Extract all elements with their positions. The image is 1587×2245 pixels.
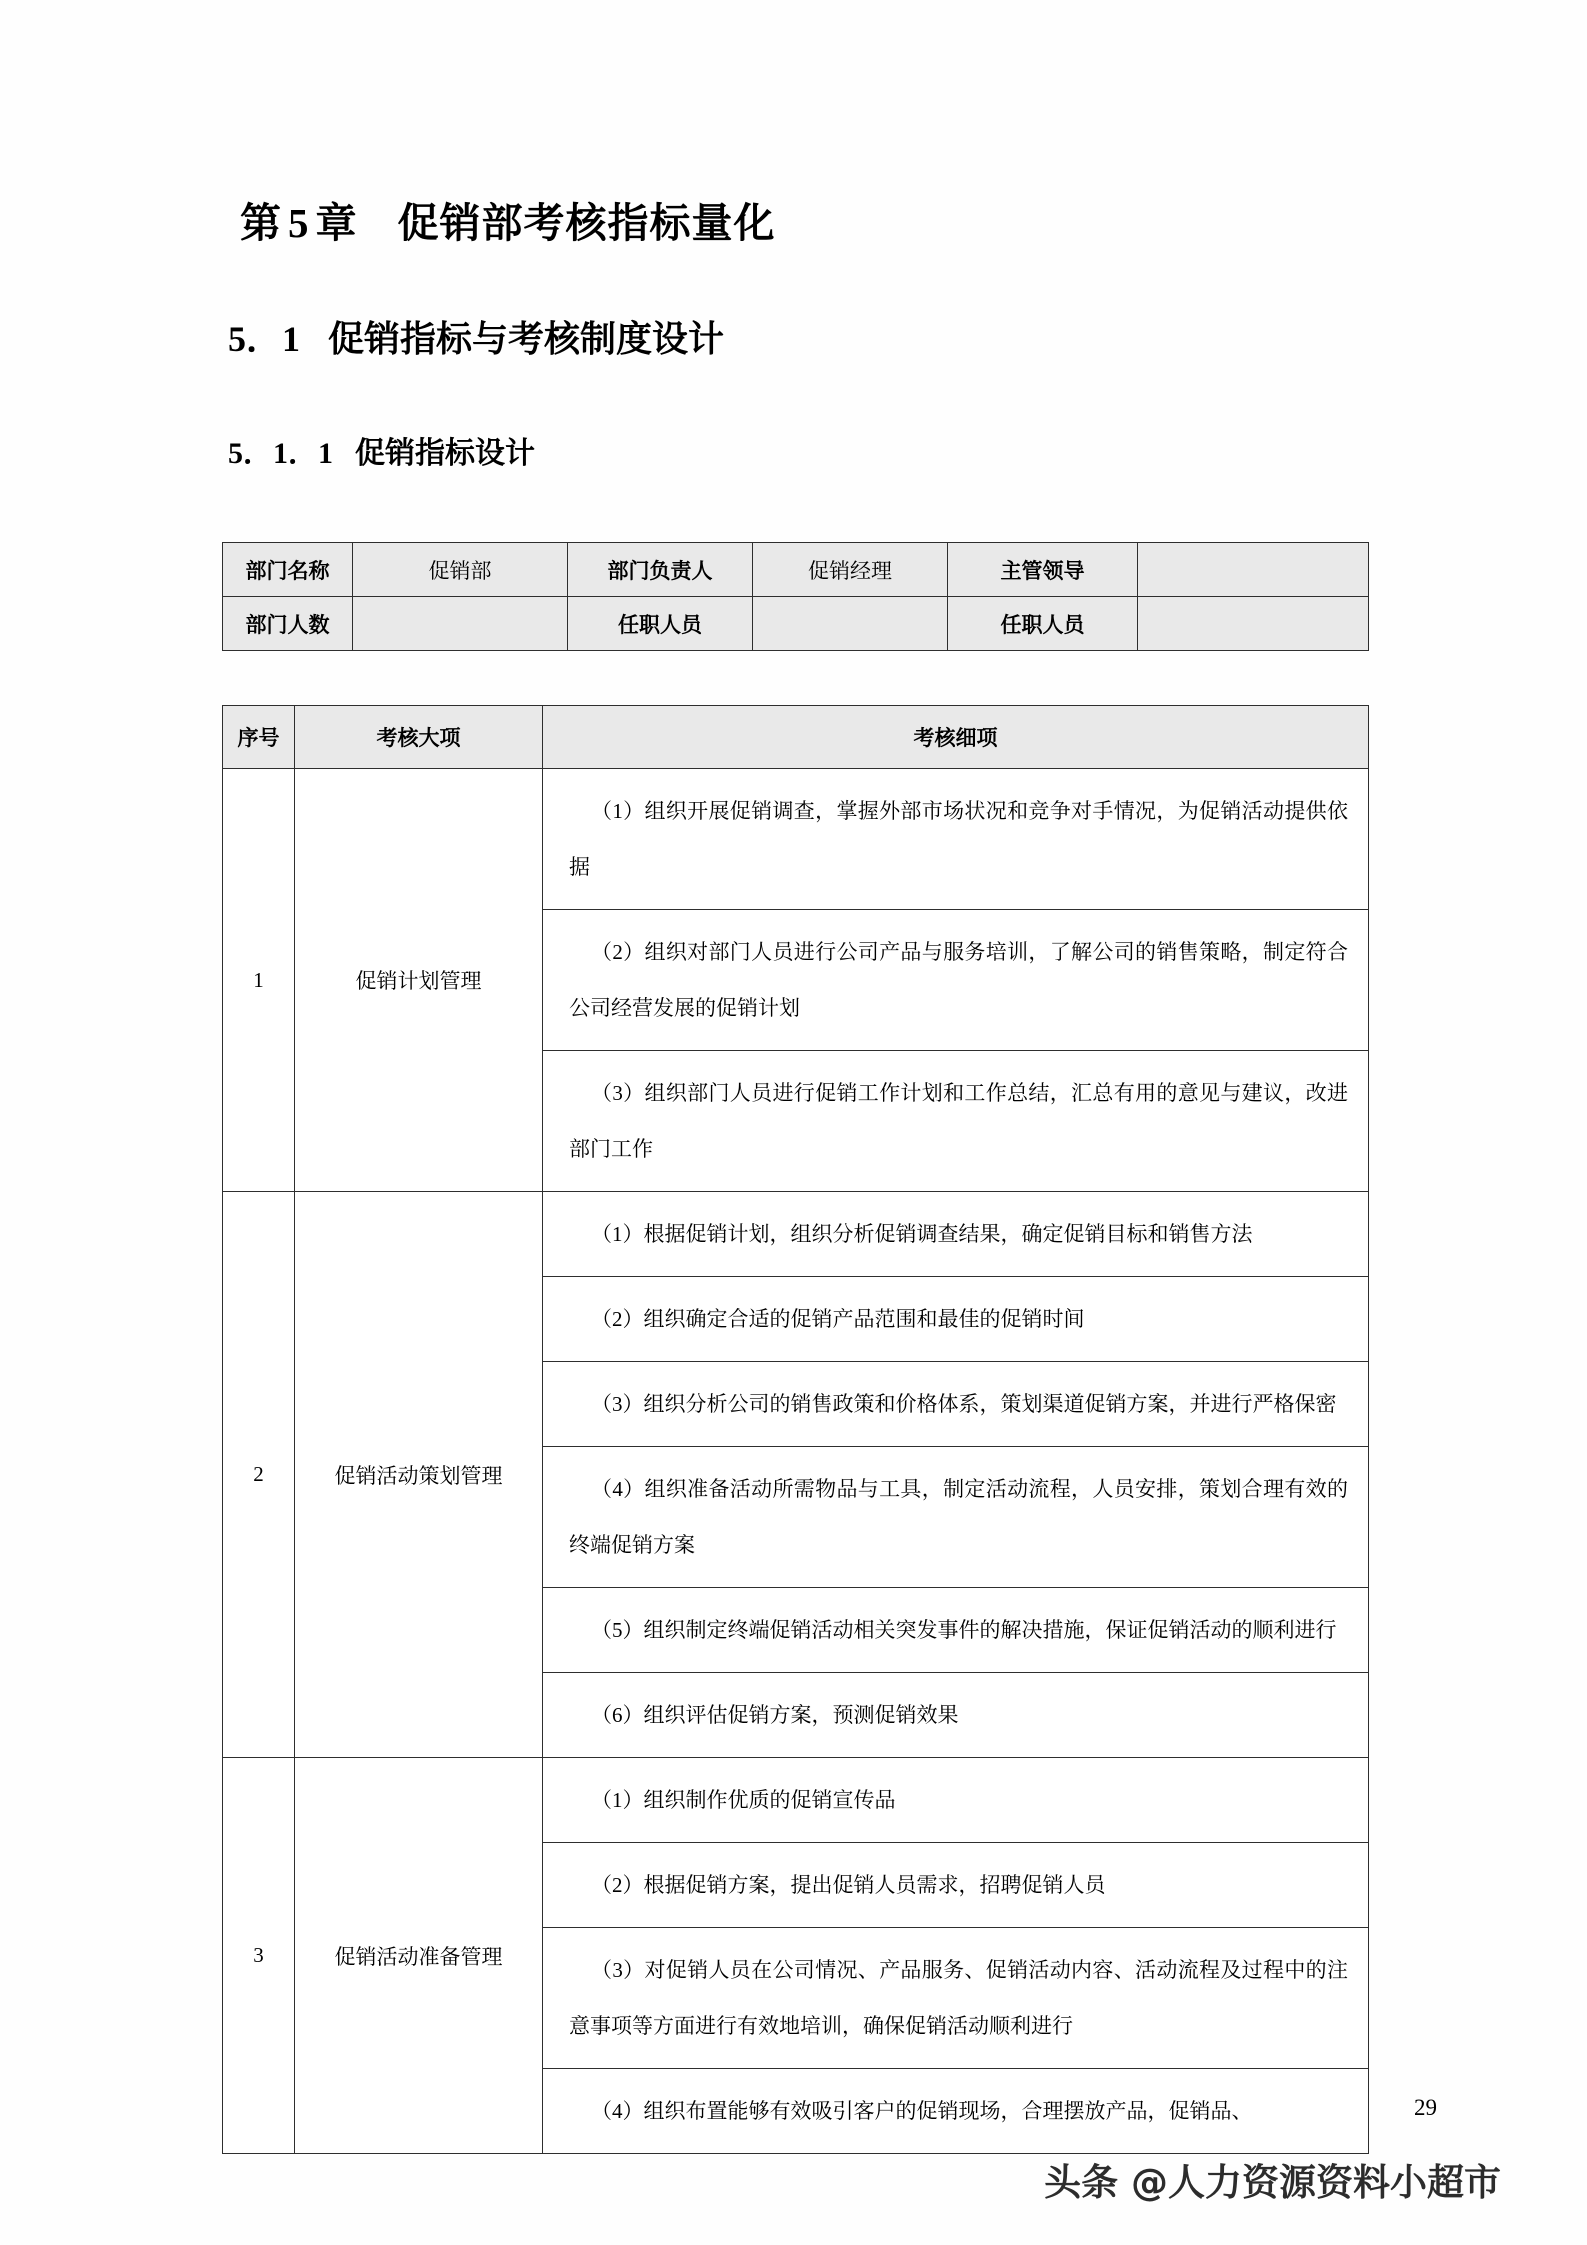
table-header-row	[223, 706, 1369, 769]
info-cell: 促销部	[353, 543, 568, 597]
detail-text: （2）根据促销方案，提出促销人员需求，招聘促销人员	[591, 1873, 1106, 1897]
assessment-table-head	[223, 706, 1369, 769]
subsection-number: 5．1．1	[228, 437, 333, 470]
row-detail	[543, 1192, 1369, 1277]
info-cell: 促销经理	[753, 543, 948, 597]
row-detail	[543, 1673, 1369, 1758]
department-info-table	[222, 542, 1369, 651]
detail-text: （6）组织评估促销方案，预测促销效果	[591, 1703, 959, 1727]
info-cell: 部门名称	[223, 543, 353, 597]
info-table-row	[223, 597, 1369, 651]
info-cell: 任职人员	[948, 597, 1138, 651]
row-detail	[543, 1051, 1369, 1192]
chapter-unit: 章	[315, 200, 358, 246]
detail-text: （4）组织布置能够有效吸引客户的促销现场，合理摆放产品，促销品、	[591, 2099, 1253, 2123]
detail-text: （1）组织开展促销调查，掌握外部市场状况和竞争对手情况，为促销活动提供依据	[569, 799, 1348, 879]
row-detail	[543, 1588, 1369, 1673]
detail-text: （3）组织分析公司的销售政策和价格体系，策划渠道促销方案，并进行严格保密	[591, 1392, 1337, 1416]
row-detail	[543, 1843, 1369, 1928]
watermark: 头条 @人力资源资料小超市	[1044, 2161, 1501, 2204]
chapter-title: 促销部考核指标量化	[397, 200, 776, 246]
row-detail	[543, 1447, 1369, 1588]
header-index: 序号	[223, 706, 295, 769]
table-row	[223, 769, 1369, 910]
row-detail	[543, 910, 1369, 1051]
row-category: 促销计划管理	[295, 769, 543, 1192]
row-detail	[543, 1928, 1369, 2069]
detail-text: （1）根据促销计划，组织分析促销调查结果，确定促销目标和销售方法	[591, 1222, 1253, 1246]
info-cell	[753, 597, 948, 651]
info-cell: 主管领导	[948, 543, 1138, 597]
page-number: 29	[1414, 2095, 1437, 2120]
detail-text: （4）组织准备活动所需物品与工具，制定活动流程，人员安排，策划合理有效的终端促销方案	[569, 1477, 1348, 1557]
section-heading	[228, 311, 724, 362]
chapter-heading	[240, 190, 776, 249]
info-cell	[353, 597, 568, 651]
table-row	[223, 1758, 1369, 1843]
assessment-table	[222, 705, 1369, 2154]
row-category: 促销活动准备管理	[295, 1758, 543, 2154]
detail-text: （3）对促销人员在公司情况、产品服务、促销活动内容、活动流程及过程中的注意事项等方面进行有效地培训，确保促销活动顺利进行	[569, 1958, 1348, 2038]
row-index: 3	[223, 1758, 295, 2154]
assessment-table-body	[223, 769, 1369, 2154]
subsection-title: 促销指标设计	[355, 437, 535, 470]
row-detail	[543, 769, 1369, 910]
detail-text: （5）组织制定终端促销活动相关突发事件的解决措施，保证促销活动的顺利进行	[591, 1618, 1337, 1642]
detail-text: （1）组织制作优质的促销宣传品	[591, 1788, 896, 1812]
info-cell: 部门人数	[223, 597, 353, 651]
info-cell: 部门负责人	[568, 543, 753, 597]
section-title: 促销指标与考核制度设计	[328, 319, 725, 359]
row-category: 促销活动策划管理	[295, 1192, 543, 1758]
detail-text: （3）组织部门人员进行促销工作计划和工作总结，汇总有用的意见与建议，改进部门工作	[569, 1081, 1348, 1161]
info-table-row	[223, 543, 1369, 597]
subsection-heading	[228, 428, 535, 472]
header-detail: 考核细项	[543, 706, 1369, 769]
department-info-body	[223, 543, 1369, 651]
info-cell	[1138, 597, 1369, 651]
table-row	[223, 1192, 1369, 1277]
row-detail	[543, 1758, 1369, 1843]
info-cell	[1138, 543, 1369, 597]
chapter-prefix: 第	[240, 200, 282, 246]
info-cell: 任职人员	[568, 597, 753, 651]
section-number: 5．1	[228, 319, 301, 359]
row-index: 1	[223, 769, 295, 1192]
row-detail	[543, 1277, 1369, 1362]
row-detail	[543, 1362, 1369, 1447]
chapter-number: 5	[288, 200, 310, 246]
detail-text: （2）组织确定合适的促销产品范围和最佳的促销时间	[591, 1307, 1085, 1331]
header-category: 考核大项	[295, 706, 543, 769]
detail-text: （2）组织对部门人员进行公司产品与服务培训，了解公司的销售策略，制定符合公司经营发展的促销计划	[569, 940, 1348, 1020]
row-index: 2	[223, 1192, 295, 1758]
